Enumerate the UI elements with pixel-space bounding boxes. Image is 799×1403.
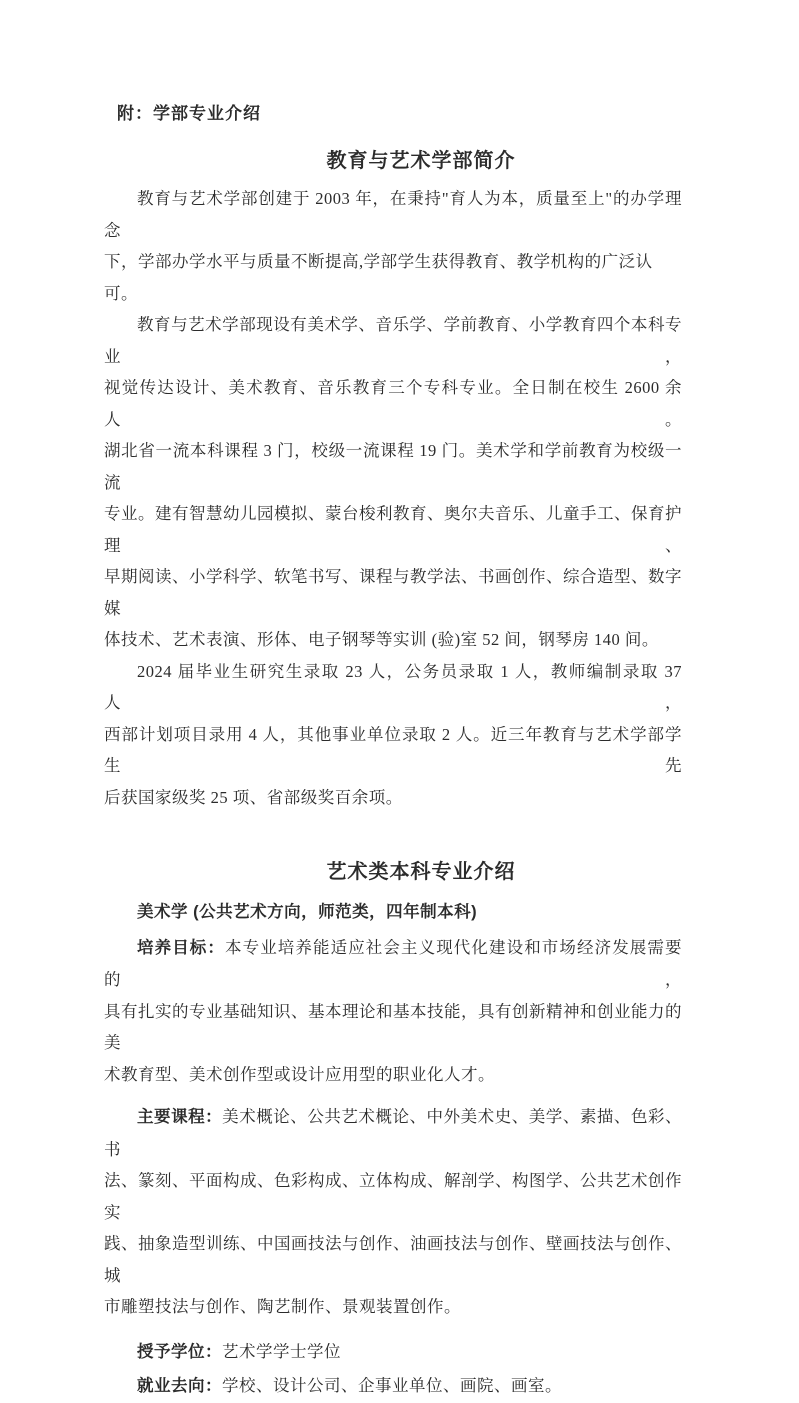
paragraph-label: 授予学位： (137, 1342, 222, 1361)
paragraph-line: 体技术、艺术表演、形体、电子钢琴等实训 (验)室 52 间，钢琴房 140 间。 (104, 630, 659, 649)
attachment-heading: 附：学部专业介绍 (117, 104, 261, 123)
paragraph-line: 专业。建有智慧幼儿园模拟、蒙台梭利教育、奥尔夫音乐、儿童手工、保育护理、 (104, 504, 682, 555)
paragraph-text: 美术概论、公共艺术概论、中外美术史、美学、素描、色彩、书 (104, 1107, 683, 1159)
paragraph-line (104, 1336, 682, 1369)
paragraph-line: 教育与艺术学部创建于 2003 年，在秉持"育人为本，质量至上"的办学理念 (104, 189, 682, 240)
paragraph-line: 视觉传达设计、美术教育、音乐教育三个专科专业。全日制在校生 2600 余人。 (104, 378, 682, 429)
paragraph-line: 市雕塑技法与创作、陶艺制作、景观装置创作。 (104, 1297, 461, 1316)
paragraph-line: 法、篆刻、平面构成、色彩构成、立体构成、解剖学、构图学、公共艺术创作实 (104, 1171, 682, 1222)
paragraph-line: 后获国家级奖 25 项、省部级奖百余项。 (104, 787, 403, 807)
paragraph-line: 下，学部办学水平与质量不断提高,学部学生获得教育、教学机构的广泛认可。 (104, 252, 653, 303)
paragraph-line: 早期阅读、小学科学、软笔书写、课程与教学法、书画创作、综合造型、数字媒 (104, 567, 682, 618)
paragraph (104, 183, 682, 309)
program-heading (104, 897, 682, 929)
paragraph-line (104, 1370, 682, 1403)
paragraph-text: 艺术学学士学位 (222, 1341, 341, 1361)
program-detail: (公共艺术方向，师范类，四年制本科) (188, 903, 478, 921)
paragraph-line: 湖北省一流本科课程 3 门，校级一流课程 19 门。美术学和学前教育为校级一流 (104, 441, 682, 492)
paragraph-label: 就业去向： (137, 1377, 222, 1395)
paragraph (104, 1101, 682, 1323)
paragraph-label: 培养目标： (137, 938, 225, 957)
paragraph (104, 656, 682, 814)
paragraph-line: 术教育型、美术创作型或设计应用型的职业化人才。 (104, 1064, 495, 1084)
paragraph-line (104, 932, 682, 996)
paragraph-line: 具有扎实的专业基础知识、基本理论和基本技能，具有创新精神和创业能力的美 (104, 1001, 682, 1052)
paragraph (104, 309, 682, 656)
program-name: 美术学 (137, 903, 188, 921)
paragraph-line: 教育与艺术学部现设有美术学、音乐学、学前教育、小学教育四个本科专业， (104, 315, 682, 366)
paragraph-line: 践、抽象造型训练、中国画技法与创作、油画技法与创作、壁画技法与创作、城 (104, 1234, 682, 1285)
section-title: 艺术类本科专业介绍 (326, 861, 516, 883)
paragraph (104, 932, 682, 1091)
paragraph-text: 本专业培养能适应社会主义现代化建设和市场经济发展需要的， (104, 937, 683, 989)
paragraph-line: 2024 届毕业生研究生录取 23 人，公务员录取 1 人，教师编制录取 37 人， (104, 661, 682, 712)
paragraph-label: 主要课程： (137, 1108, 223, 1126)
paragraph-line (104, 1101, 682, 1165)
paragraph-line: 西部计划项目录用 4 人，其他事业单位录取 2 人。近三年教育与艺术学部学生先 (104, 724, 682, 775)
paragraph (104, 1370, 682, 1403)
paragraph (104, 1336, 682, 1369)
document-body (104, 0, 682, 1403)
paragraph-text: 学校、设计公司、企事业单位、画院、画室。 (222, 1376, 562, 1395)
section-title: 教育与艺术学部简介 (326, 150, 516, 172)
